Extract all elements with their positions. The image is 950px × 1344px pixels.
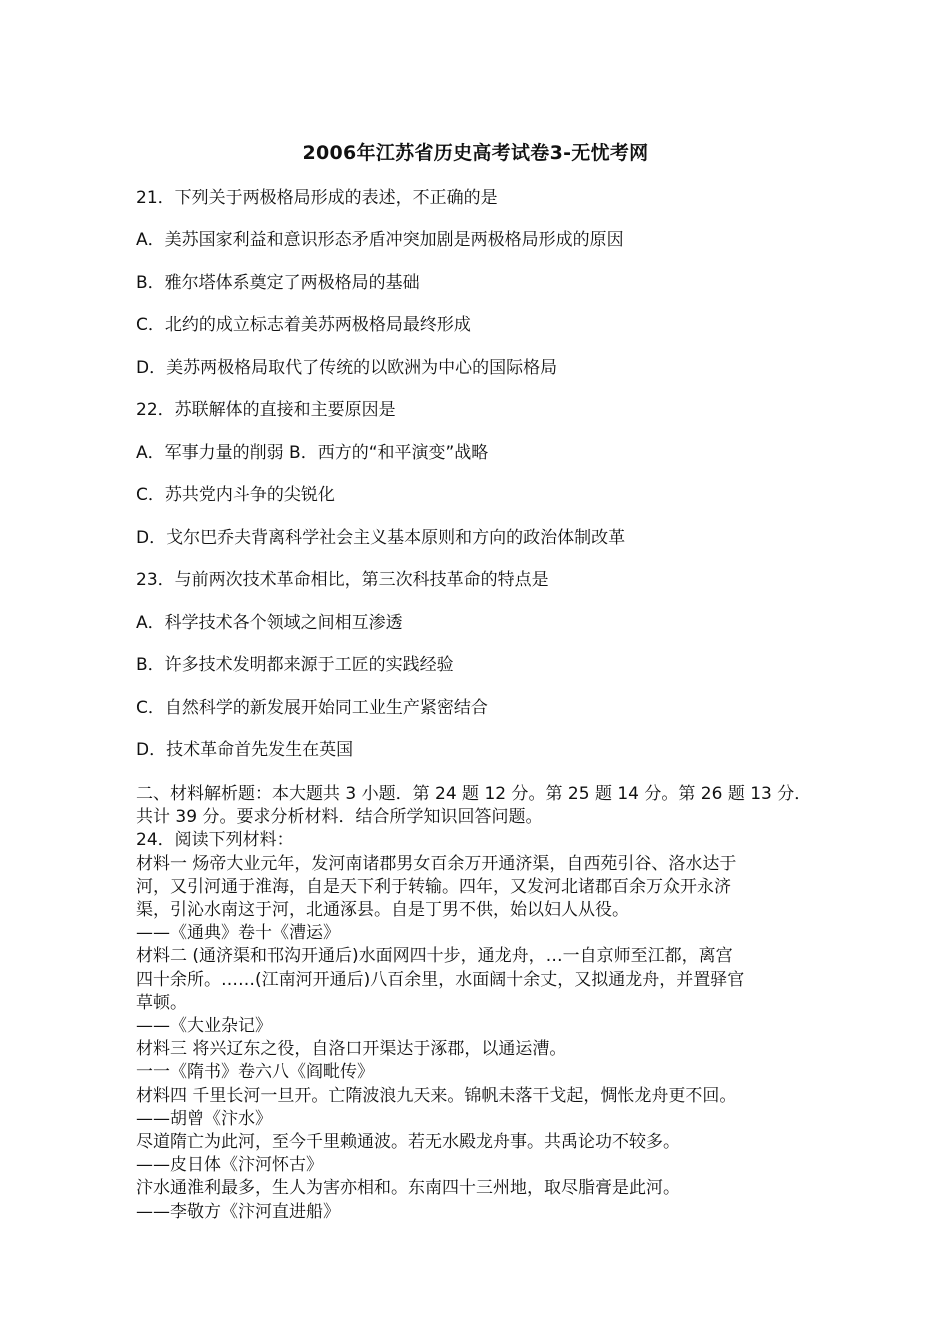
question-21-option-c: C．北约的成立标志着美苏两极格局最终形成 xyxy=(136,315,471,335)
page-title: 2006年江苏省历史高考试卷3-无忧考网 xyxy=(302,142,649,164)
material-1-line-2: 河，又引河通于淮海，自是天下利于转输。四年，又发河北诸郡百余万众开永济 xyxy=(136,876,731,897)
material-4-poem-1: 材料四 千里长河一旦开。亡隋波浪九天来。锦帆未落干戈起，惆怅龙舟更不回。 xyxy=(136,1085,737,1106)
material-1-source: ——《通典》卷十《漕运》 xyxy=(136,923,340,944)
question-22-option-d: D．戈尔巴乔夫背离科学社会主义基本原则和方向的政治体制改革 xyxy=(136,528,626,548)
section-heading-line-1: 二、材料解析题：本大题共 3 小题．第 24 题 12 分。第 25 题 14 分。第 26 题 13 分． xyxy=(136,784,812,804)
material-4-poem-2: 尽道隋亡为此河，至今千里赖通波。若无水殿龙舟事。共禹论功不较多。 xyxy=(136,1132,680,1153)
material-2-line-1: 材料二 (通济渠和邗沟开通后)水面网四十步，通龙舟，…一自京师至江都，离宫 xyxy=(136,946,733,967)
question-21-option-a: A．美苏国家利益和意识形态矛盾冲突加剧是两极格局形成的原因 xyxy=(136,230,624,250)
question-23-option-d: D．技术革命首先发生在英国 xyxy=(136,740,354,760)
material-1-line-3: 渠，引沁水南这于河，北通涿县。自是丁男不供，始以妇人从役。 xyxy=(136,900,629,921)
question-23-option-b: B．许多技术发明都来源于工匠的实践经验 xyxy=(136,655,454,675)
question-21: 21．下列关于两极格局形成的表述，不正确的是 xyxy=(136,188,498,208)
question-21-option-d: D．美苏两极格局取代了传统的以欧洲为中心的国际格局 xyxy=(136,358,558,378)
material-2-line-2: 四十余所。……(江南河开通后)八百余里，水面阔十余丈，又拟通龙舟，并置驿官 xyxy=(136,969,745,990)
material-2-line-3: 草顿。 xyxy=(136,992,187,1013)
material-3-source: 一一《隋书》卷六八《阎毗传》 xyxy=(136,1062,374,1083)
question-22-option-c: C．苏共党内斗争的尖锐化 xyxy=(136,485,335,505)
material-analysis-section xyxy=(136,783,826,1224)
material-4-poem-2-source: ——皮日体《汴河怀古》 xyxy=(136,1155,323,1176)
question-22: 22．苏联解体的直接和主要原因是 xyxy=(136,400,396,420)
question-23: 23．与前两次技术革命相比，第三次科技革命的特点是 xyxy=(136,570,549,590)
material-4-poem-3: 汴水通淮利最多，生人为害亦相和。东南四十三州地，取尽脂膏是此河。 xyxy=(136,1178,680,1199)
question-21-option-b: B．雅尔塔体系奠定了两极格局的基础 xyxy=(136,273,420,293)
section-heading-line-2: 共计 39 分。要求分析材料．结合所学知识回答问题。 xyxy=(136,807,543,828)
question-22-option-ab: A．军事力量的削弱 B．西方的“和平演变”战略 xyxy=(136,443,489,463)
question-24: 24．阅读下列材料： xyxy=(136,830,294,851)
question-23-option-a: A．科学技术各个领域之间相互渗透 xyxy=(136,613,403,633)
material-2-source: ——《大业杂记》 xyxy=(136,1016,272,1037)
material-3-line-1: 材料三 将兴辽东之役，自洛口开渠达于涿郡，以通运漕。 xyxy=(136,1039,567,1060)
material-1-line-1: 材料一 炀帝大业元年，发河南诸郡男女百余万开通济渠，自西苑引谷、洛水达于 xyxy=(136,853,737,874)
question-23-option-c: C．自然科学的新发展开始同工业生产紧密结合 xyxy=(136,698,488,718)
material-4-poem-1-source: ——胡曾《汴水》 xyxy=(136,1108,272,1129)
material-4-poem-3-source: ——李敬方《汴河直进船》 xyxy=(136,1201,340,1222)
